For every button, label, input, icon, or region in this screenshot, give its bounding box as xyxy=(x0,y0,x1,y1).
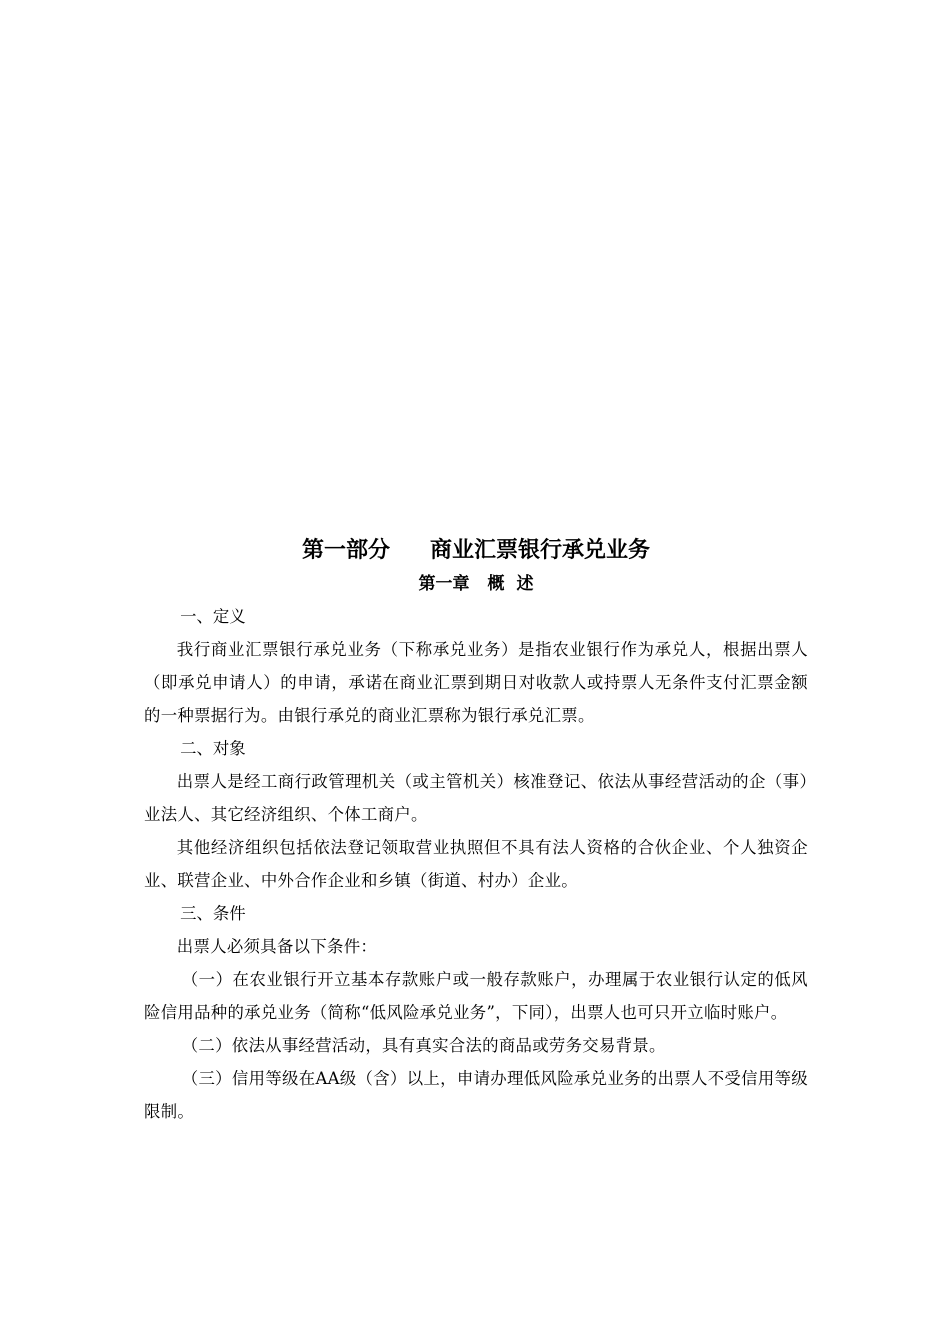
section-heading-definition: 一、定义 xyxy=(180,607,246,626)
chapter-title xyxy=(144,568,808,600)
section-heading-conditions: 三、条件 xyxy=(180,904,246,923)
document-content xyxy=(144,534,808,1128)
conditions-intro: 出票人必须具备以下条件： xyxy=(176,937,378,956)
definition-paragraph: 我行商业汇票银行承兑业务（下称承兑业务）是指农业银行作为承兑人，根据出票人（即承兑申请人）的申请，承诺在商业汇票到期日对收款人或持票人无条件支付汇票金额的一种票据行为。由银行承兑的商业汇票称为银行承兑汇票。 xyxy=(144,640,808,725)
part-title xyxy=(144,534,808,568)
chapter-name-char-1: 概 xyxy=(487,574,505,594)
condition-item-3: （三）信用等级在AA级（含）以上，申请办理低风险承兑业务的出票人不受信用等级限制。 xyxy=(144,1069,808,1121)
condition-item-1: （一）在农业银行开立基本存款账户或一般存款账户，办理属于农业银行认定的低风险信用品种的承兑业务（简称“低风险承兑业务”，下同），出票人也可只开立临时账户。 xyxy=(144,970,808,1022)
object-paragraph-1: 出票人是经工商行政管理机关（或主管机关）核准登记、依法从事经营活动的企（事）业法人、其它经济组织、个体工商户。 xyxy=(144,772,808,824)
part-number: 第一部分 xyxy=(301,538,390,563)
object-paragraph-2: 其他经济组织包括依法登记领取营业执照但不具有法人资格的合伙企业、个人独资企业、联营企业、中外合作企业和乡镇（街道、村办）企业。 xyxy=(144,838,808,890)
section-heading-object: 二、对象 xyxy=(180,739,246,758)
chapter-number: 第一章 xyxy=(418,574,470,594)
chapter-name-char-2: 述 xyxy=(516,574,534,594)
part-name: 商业汇票银行承兑业务 xyxy=(430,538,651,563)
condition-item-2: （二）依法从事经营活动，具有真实合法的商品或劳务交易背景。 xyxy=(181,1036,666,1055)
